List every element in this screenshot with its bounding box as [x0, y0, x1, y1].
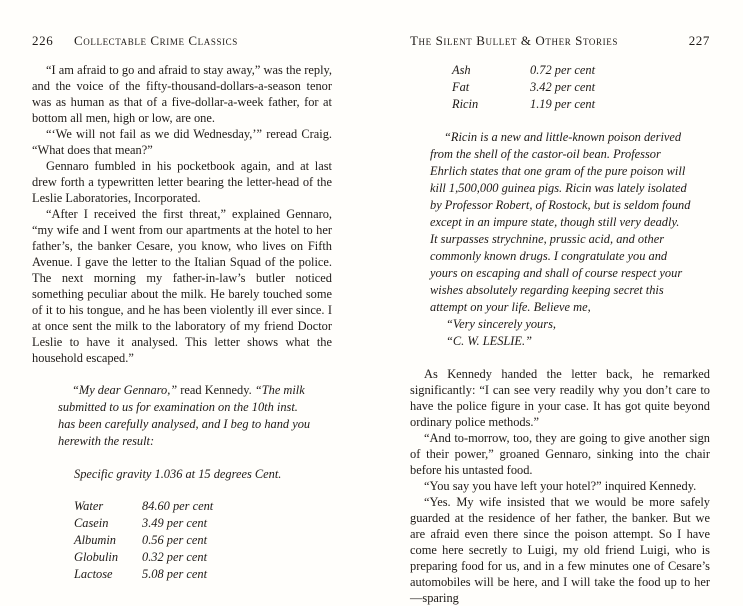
letter-salutation: “My dear Gennaro,”	[72, 383, 178, 397]
text-line: “Ricin is a new and little-known poison derived	[444, 130, 682, 144]
text-line: yours on escaping and shall of course respect your	[430, 266, 683, 280]
paragraph: “And to-morrow, too, they are going to give another sign of their power,” groaned Gennaro, sinking into the chair before his untasted food.	[410, 431, 710, 477]
page-number-right: 227	[688, 33, 710, 48]
paragraph: “I am afraid to go and afraid to stay away,” was the reply, and the voice of the fifty-thousand-dollars-a-season tenor was as human as that of a five-dollar-a-week father, for at bottom all men, high or low, are one.	[32, 63, 332, 125]
letter-body: “The milk submitted to us for examination on the 10th inst. has been carefully analysed, and I beg to hand you herewith the result:	[58, 383, 311, 448]
table-row	[74, 515, 213, 532]
ricin-note	[430, 129, 710, 350]
letter-block	[58, 382, 316, 450]
letter-closing: “Very sincerely yours,	[446, 317, 556, 331]
text-line: attempt on your life. Believe me,	[430, 300, 591, 314]
text-line: Ehrlich states that one gram of the pure poison will	[430, 164, 686, 178]
table-row	[452, 62, 595, 79]
left-page	[32, 0, 332, 600]
analysis-value: 84.60 per cent	[142, 499, 214, 513]
analysis-name: Globulin	[74, 550, 119, 564]
analysis-table-right	[452, 62, 595, 113]
right-page	[410, 0, 710, 605]
paragraph: “‘We will not fail as we did Wednesday,’” reread Craig. “What does that mean?”	[32, 127, 332, 157]
running-header-left	[32, 33, 332, 49]
analysis-value: 0.32 per cent	[142, 550, 208, 564]
running-title-left: Collectable Crime Classics	[74, 33, 238, 48]
analysis-table-left	[74, 498, 213, 583]
text-line: except in an impure state, though still very deadly.	[430, 215, 680, 229]
analysis-name: Ricin	[452, 97, 479, 111]
table-row	[74, 566, 213, 583]
running-title-right: The Silent Bullet & Other Stories	[410, 33, 618, 48]
right-page-body	[410, 62, 710, 606]
table-row	[452, 96, 595, 113]
page-number-left: 226	[32, 33, 54, 48]
paragraph: “You say you have left your hotel?” inquired Kennedy.	[424, 479, 697, 493]
analysis-name: Water	[74, 499, 104, 513]
analysis-value: 3.49 per cent	[142, 516, 208, 530]
text-line: from the shell of the castor-oil bean. Professor	[430, 147, 661, 161]
text-line: by Professor Robert, of Rostock, but is seldom found	[430, 198, 691, 212]
analysis-value: 3.42 per cent	[530, 80, 596, 94]
analysis-name: Ash	[452, 63, 471, 77]
analysis-name: Albumin	[74, 533, 116, 547]
text-line: It surpasses strychnine, prussic acid, and other	[430, 232, 665, 246]
analysis-value: 5.08 per cent	[142, 567, 208, 581]
paragraph: “After I received the first threat,” explained Gennaro, “my wife and I went from our apartments at the hotel to her father’s, the banker Cesare, you know, who lives on Fifth Avenue. I gave the letter to the Italian Squad of the police. The next morning my father-in-law’s butler noticed something peculiar about the milk. He barely touched some of it to his tongue, and he has been violently ill ever since. I at once sent the milk to the laboratory of my friend Doctor Leslie to have it analysed. This letter shows what the household escaped.”	[32, 207, 332, 365]
analysis-value: 0.56 per cent	[142, 533, 208, 547]
analysis-name: Lactose	[74, 567, 113, 581]
specific-gravity: Specific gravity 1.036 at 15 degrees Cent.	[74, 467, 282, 481]
text-line: kill 1,500,000 guinea pigs. Ricin was lately isolated	[430, 181, 687, 195]
table-row	[74, 532, 213, 549]
letter-attribution: read Kennedy.	[177, 383, 255, 397]
analysis-name: Fat	[452, 80, 470, 94]
letter-signature: “C. W. LESLIE.”	[446, 334, 532, 348]
paragraph: Gennaro fumbled in his pocketbook again, and at last drew forth a typewritten letter bearing the letter-head of the Leslie Laboratories, Incorporated.	[32, 159, 332, 205]
analysis-value: 1.19 per cent	[530, 97, 596, 111]
analysis-value: 0.72 per cent	[530, 63, 596, 77]
table-row	[74, 498, 213, 515]
text-line: commonly known drugs. I congratulate you and	[430, 249, 668, 263]
paragraph: As Kennedy handed the letter back, he remarked significantly: “I can see very readily why you don’t care to have the police figure in your case. It has got quite beyond ordinary police methods.”	[410, 367, 710, 429]
paragraph: “Yes. My wife insisted that we would be more safely guarded at the residence of her father, the banker. But we are afraid even there since the poison attempt. So I have come here secretly to Luigi, my old friend Luigi, who is preparing food for us, and in a few minutes one of Cesare’s automobiles will be here, and I will take the food up to her—sparing	[410, 495, 710, 605]
table-row	[74, 549, 213, 566]
running-header-right	[410, 33, 710, 49]
analysis-name: Casein	[74, 516, 109, 530]
table-row	[452, 79, 595, 96]
text-line: wishes absolutely regarding keeping secret this	[430, 283, 664, 297]
left-page-body	[32, 62, 332, 583]
